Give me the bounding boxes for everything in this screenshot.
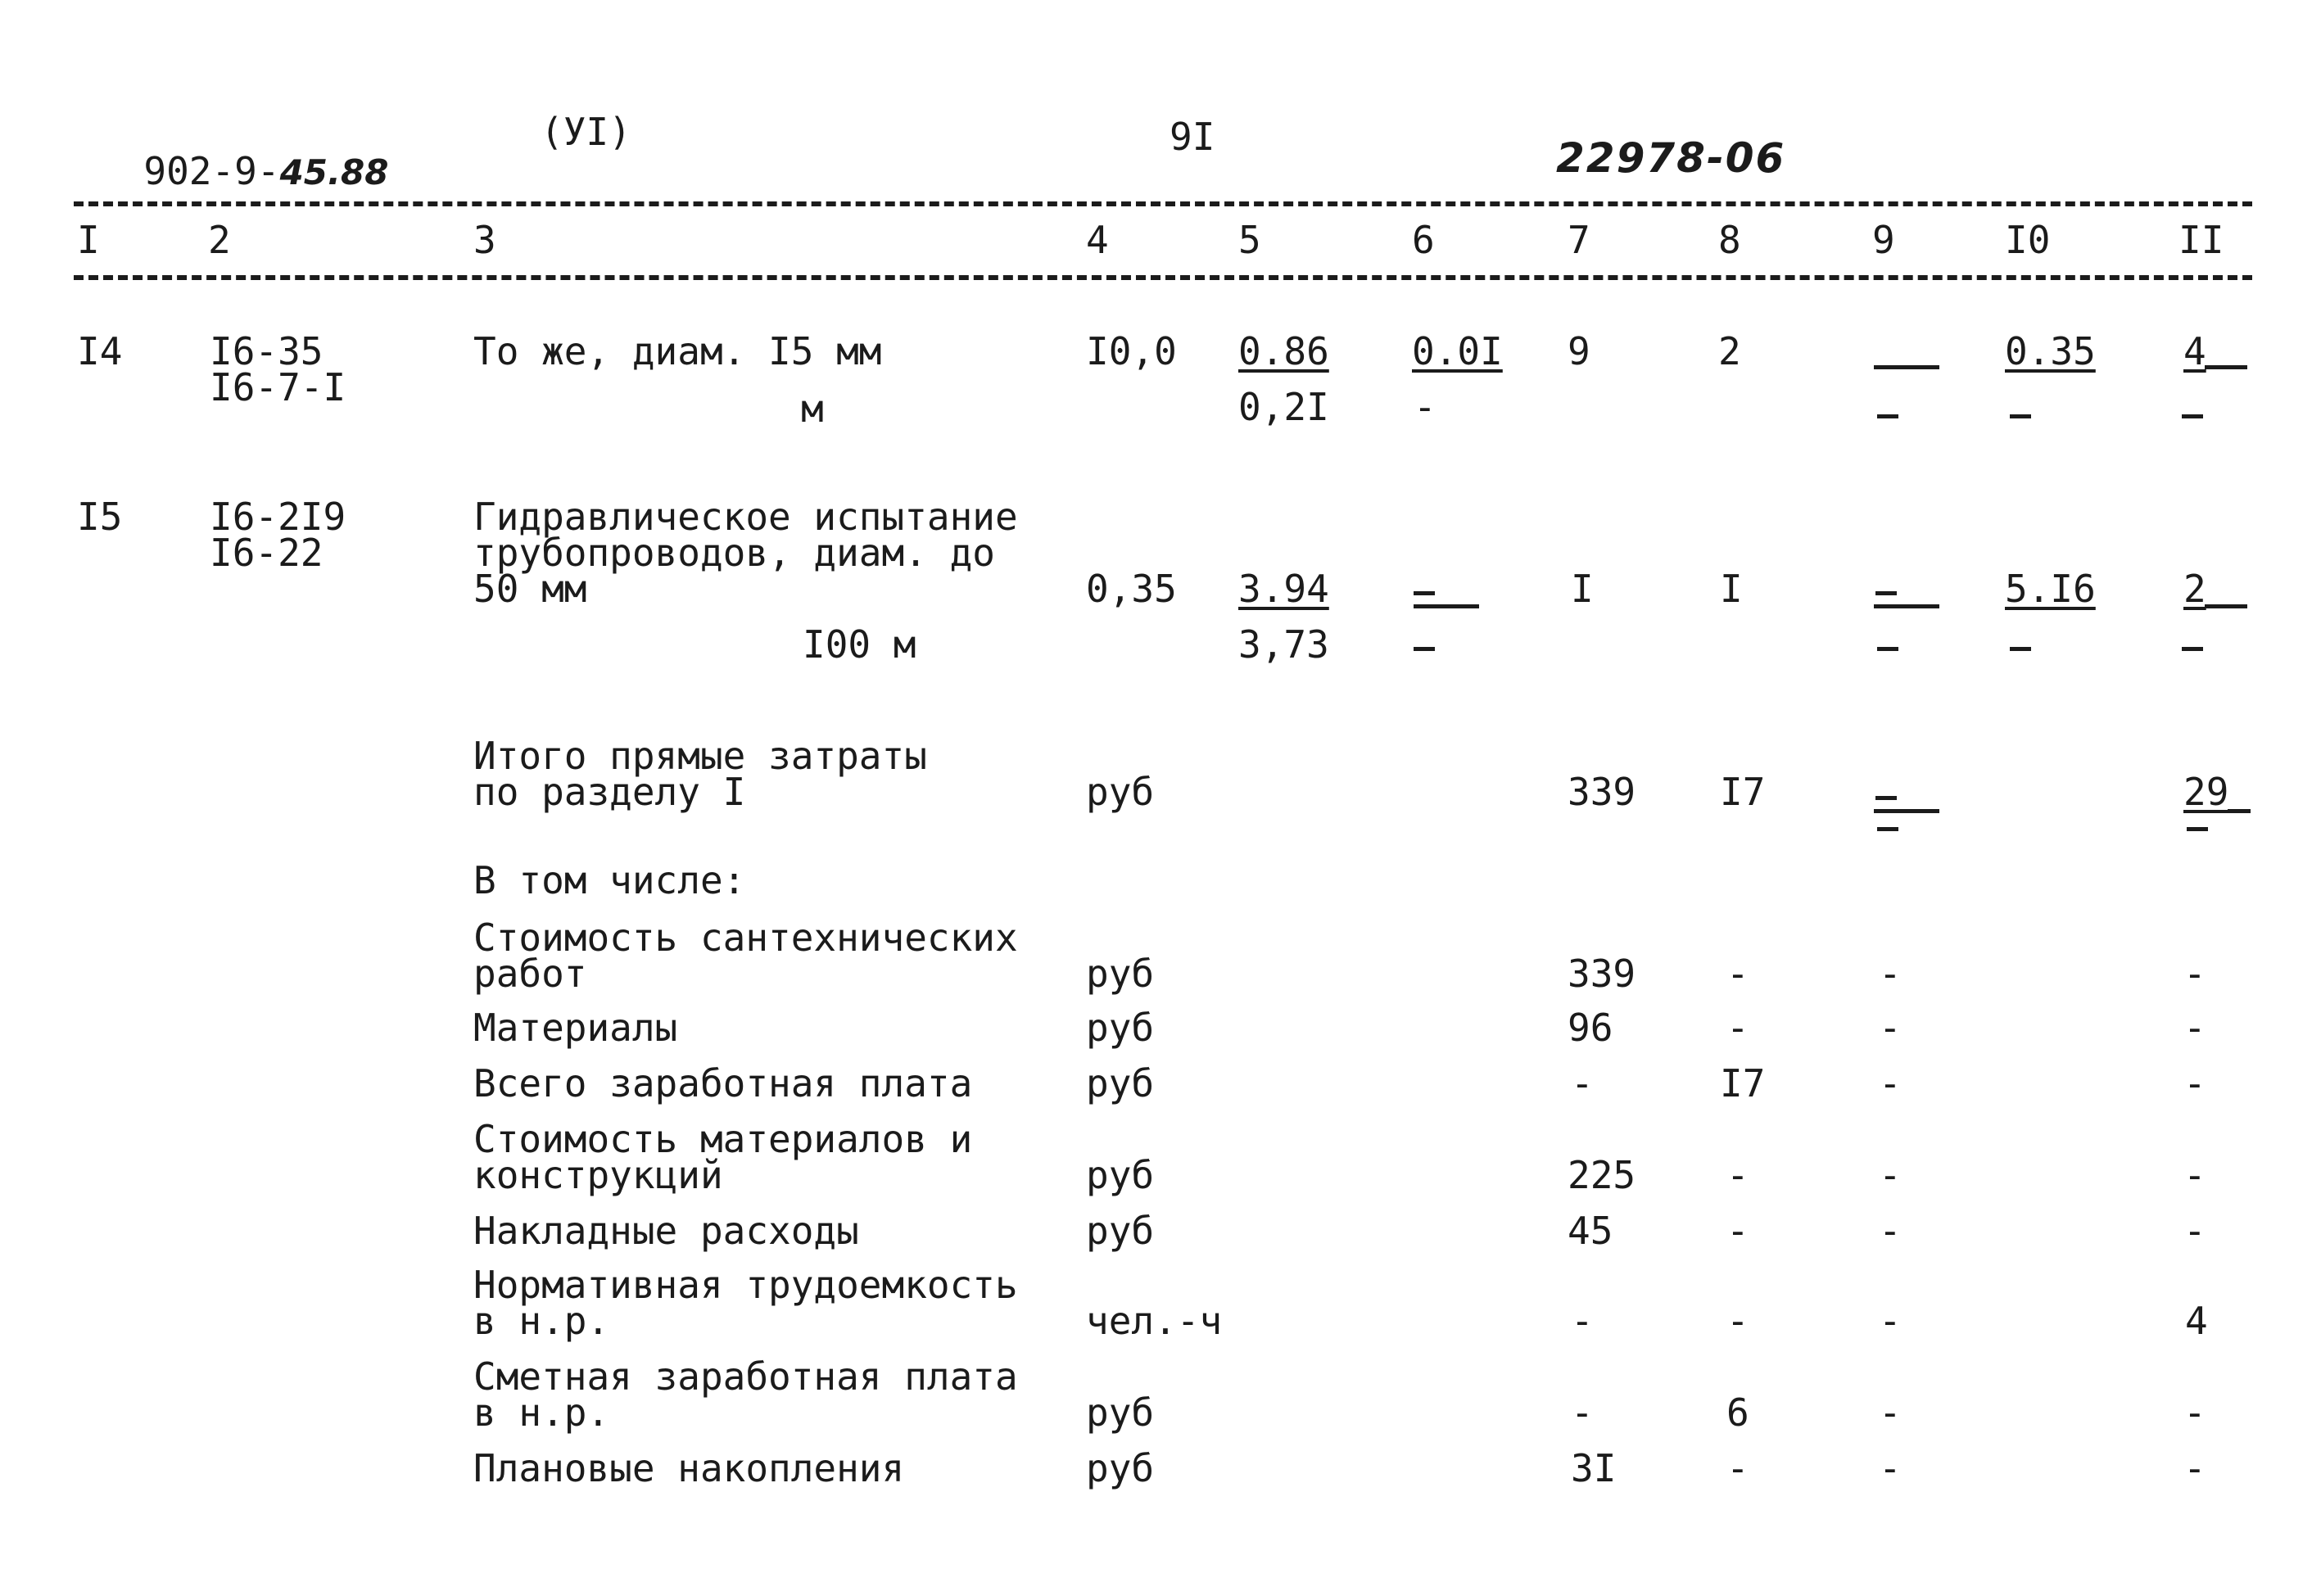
breakdown-col11: -: [2183, 1390, 2206, 1435]
breakdown-col11: -: [2183, 1061, 2206, 1105]
column-header-7: 7: [1568, 218, 1590, 262]
breakdown-col7: 45: [1568, 1209, 1613, 1253]
norm-code: I6-7-I: [210, 365, 346, 409]
column-header-9: 9: [1872, 218, 1895, 262]
breakdown-label: Сметная заработная плата: [473, 1354, 1018, 1399]
breakdown-label: Накладные расходы: [473, 1209, 859, 1253]
cost-col11: 2: [2183, 567, 2206, 611]
dash-mark: [2010, 414, 2031, 418]
breakdown-unit: руб: [1086, 952, 1155, 996]
document-code-prefix: 902-9-: [143, 149, 280, 193]
breakdown-col8: I7: [1720, 1061, 1766, 1105]
breakdown-label: работ: [473, 952, 587, 996]
breakdown-col9: -: [1879, 1209, 1902, 1253]
breakdown-unit: руб: [1086, 1153, 1155, 1197]
breakdown-unit: руб: [1086, 1006, 1155, 1050]
breakdown-col9: -: [1879, 1006, 1902, 1050]
page-number: 9I: [1170, 115, 1215, 159]
quantity: 0,35: [1086, 567, 1177, 611]
total-unit: руб: [1086, 770, 1155, 814]
column-header-10: I0: [2005, 218, 2051, 262]
breakdown-label: Плановые накопления: [473, 1446, 905, 1490]
column-header-5: 5: [1238, 218, 1261, 262]
dash-mark: [2187, 827, 2208, 831]
dash-mark: [1414, 591, 1435, 595]
breakdown-col11: -: [2183, 1446, 2206, 1490]
dash-mark: [2205, 604, 2247, 608]
column-header-3: 3: [473, 218, 496, 262]
breakdown-col9: -: [1879, 1153, 1902, 1197]
dash-mark: [2228, 809, 2251, 813]
breakdown-col9: -: [1879, 1299, 1902, 1343]
row-number: I5: [77, 495, 123, 539]
dash-mark: [1877, 414, 1898, 418]
breakdown-col11: -: [2183, 1153, 2206, 1197]
breakdown-col8: -: [1726, 1446, 1749, 1490]
work-unit: м: [801, 387, 824, 431]
cost-col6: 0.0I: [1412, 329, 1503, 373]
dash-mark: [1414, 647, 1435, 651]
stamp-number: 22978-06: [1556, 134, 1786, 182]
dash-mark: [2010, 647, 2031, 651]
breakdown-col11: 4: [2185, 1299, 2208, 1343]
breakdown-col9: -: [1879, 1446, 1902, 1490]
cost-col8: I: [1720, 567, 1743, 611]
quantity: I0,0: [1086, 329, 1177, 373]
column-header-8: 8: [1718, 218, 1741, 262]
breakdown-col9: -: [1879, 1061, 1902, 1105]
cost-col7: 9: [1568, 329, 1590, 373]
document-code-handwritten: 45.88: [279, 152, 389, 192]
dash-mark: [1874, 604, 1939, 608]
column-header-4: 4: [1086, 218, 1109, 262]
breakdown-unit: руб: [1086, 1390, 1155, 1435]
breakdown-label: Нормативная трудоемкость: [473, 1263, 1018, 1307]
dash-mark: [1414, 604, 1479, 608]
breakdown-unit: руб: [1086, 1446, 1155, 1490]
column-header-2: 2: [208, 218, 231, 262]
column-header-1: I: [77, 218, 100, 262]
breakdown-col8: 6: [1726, 1390, 1749, 1435]
breakdown-col7: 339: [1568, 952, 1636, 996]
column-header-11: II: [2178, 218, 2224, 262]
cost-col10: 0.35: [2005, 329, 2096, 373]
header-bottom-rule: [74, 275, 2252, 280]
total-col8: I7: [1720, 770, 1766, 814]
total-col11: 29: [2183, 770, 2229, 814]
breakdown-unit: руб: [1086, 1061, 1155, 1105]
breakdown-col8: -: [1726, 1006, 1749, 1050]
breakdown-col11: -: [2183, 1209, 2206, 1253]
dash-mark: [2205, 365, 2247, 369]
breakdown-label: Стоимость материалов и: [473, 1117, 973, 1161]
dash-mark: [1877, 827, 1898, 831]
norm-code: I6-22: [210, 531, 323, 575]
dash-mark: [1874, 809, 1939, 813]
breakdown-col7: -: [1571, 1061, 1594, 1105]
breakdown-label: в н.р.: [473, 1299, 610, 1343]
breakdown-label: Стоимость сантехнических: [473, 916, 1018, 960]
column-header-6: 6: [1412, 218, 1435, 262]
work-description: Гидравлическое испытание: [473, 495, 1018, 539]
breakdown-label: Материалы: [473, 1006, 678, 1050]
cost-col5-sub: 0,2I: [1238, 385, 1329, 429]
total-label: Итого прямые затраты: [473, 734, 927, 778]
cost-col8: 2: [1718, 329, 1741, 373]
breakdown-col11: -: [2183, 952, 2206, 996]
breakdown-label: конструкций: [473, 1153, 723, 1197]
total-col7: 339: [1568, 770, 1636, 814]
breakdown-label: в н.р.: [473, 1390, 610, 1435]
dash-mark: [2182, 414, 2203, 418]
header-top-rule: [74, 201, 2252, 206]
breakdown-col11: -: [2183, 1006, 2206, 1050]
breakdown-unit: чел.-ч: [1086, 1299, 1223, 1343]
cost-col5-sub: 3,73: [1238, 622, 1329, 667]
breakdown-label: Всего заработная плата: [473, 1061, 973, 1105]
breakdown-unit: руб: [1086, 1209, 1155, 1253]
breakdown-col7: 225: [1568, 1153, 1636, 1197]
work-description: 50 мм: [473, 567, 587, 611]
breakdown-col7: -: [1571, 1390, 1594, 1435]
breakdown-col9: -: [1879, 1390, 1902, 1435]
cost-col5: 0.86: [1238, 329, 1329, 373]
row-number: I4: [77, 329, 123, 373]
breakdown-col8: -: [1726, 1209, 1749, 1253]
breakdown-col7: -: [1571, 1299, 1594, 1343]
work-description: То же, диам. I5 мм: [473, 329, 882, 373]
breakdown-col9: -: [1879, 952, 1902, 996]
dash-mark: [1877, 647, 1898, 651]
cost-col6-sub: -: [1414, 385, 1436, 429]
dash-mark: [1874, 365, 1939, 369]
in-total-label: В том числе:: [473, 858, 746, 902]
cost-col11: 4: [2183, 329, 2206, 373]
dash-mark: [2182, 647, 2203, 651]
work-unit: I00 м: [803, 622, 916, 667]
breakdown-col7: 3I: [1571, 1446, 1617, 1490]
breakdown-col8: -: [1726, 952, 1749, 996]
dash-mark: [1875, 591, 1897, 595]
document-code: [98, 115, 388, 192]
norm-code: I6-2I9: [210, 495, 346, 539]
work-description: трубопроводов, диам. до: [473, 531, 995, 575]
breakdown-col7: 96: [1568, 1006, 1613, 1050]
breakdown-col8: -: [1726, 1299, 1749, 1343]
breakdown-col8: -: [1726, 1153, 1749, 1197]
cost-col10: 5.I6: [2005, 567, 2096, 611]
cost-col5: 3.94: [1238, 567, 1329, 611]
dash-mark: [1875, 796, 1897, 800]
norm-code: I6-35: [210, 329, 323, 373]
section-label: (УI): [541, 110, 631, 154]
cost-col7: I: [1571, 567, 1594, 611]
total-label: по разделу I: [473, 770, 746, 814]
